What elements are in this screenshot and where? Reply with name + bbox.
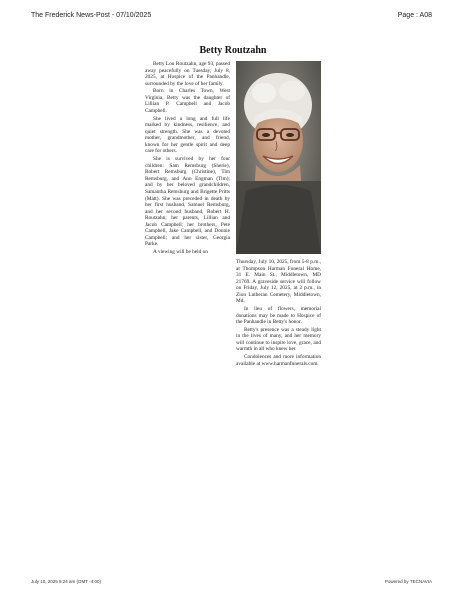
- portrait-illustration: [236, 61, 321, 254]
- obituary-paragraph: In lieu of flowers, memorial donations may be made to Hospice of the Panhandle in Betty's honor.: [236, 306, 321, 326]
- page-number: Page : A08: [397, 12, 432, 19]
- obituary-paragraph: Betty Lou Routzahn, age 93, passed away peacefully on Tuesday, July 8, 2025, at Hospice of the Panhandle, surrounded by the love of her family.: [145, 61, 230, 87]
- obituary-column-1: [145, 61, 230, 257]
- obituary-paragraph: Condolences and more information available at www.harmanfunerals.com.: [236, 354, 321, 367]
- powered-by-footer: Powered by TECNAVIA: [384, 579, 432, 584]
- timestamp-footer: July 10, 2025 9:24 am (GMT -4:00): [31, 579, 101, 584]
- obituary-paragraph: She is survived by her four children: Sam Remsburg (Sherie), Robert Remsburg (Christine), Tim Remsburg, and Ann Engman (Tim); and by her beloved grandchildren, Samantha Remsburg and Brigette Pritts (Matt). She was preceded in death by her first husband, Samuel Remsburg, and her second husband, Robert H. Routzahn; her parents, Lillian and Jacob Campbell; her brothers, Pete Campbell, Jake Campbell, and Donnie Campbell; and her sister, Georgia Parke.: [145, 156, 230, 248]
- portrait-photo: [236, 61, 321, 254]
- obituary-paragraph: Thursday, July 10, 2025, from 5-8 p.m., at Thompson Harman Funeral Home, 31 E. Main St., Middletown, MD 21769. A graveside service will follow on Friday, July 12, 2025, at 2 p.m., in Zion Lutheran Cemetery, Middletown, Md.: [236, 259, 321, 305]
- obituary-paragraph: She lived a long and full life marked by kindness, resilience, and quiet strength. She was a devoted mother, grandmother, and friend, known for her gentle spirit and deep care for others.: [145, 115, 230, 155]
- obituary-paragraph: Born in Charles Town, West Virginia, Betty was the daughter of Lillian P. Campbell and Jacob Campbell.: [145, 88, 230, 115]
- obituary-title: Betty Routzahn: [199, 45, 267, 56]
- obituary-paragraph: Betty's presence was a steady light in the lives of many, and her memory will continue to inspire love, grace, and warmth in all who knew her.: [236, 326, 321, 353]
- publication-header: The Frederick News-Post - 07/10/2025: [31, 12, 152, 19]
- obituary-column-2: [236, 259, 321, 369]
- obituary-paragraph: A viewing will be held on: [153, 249, 208, 256]
